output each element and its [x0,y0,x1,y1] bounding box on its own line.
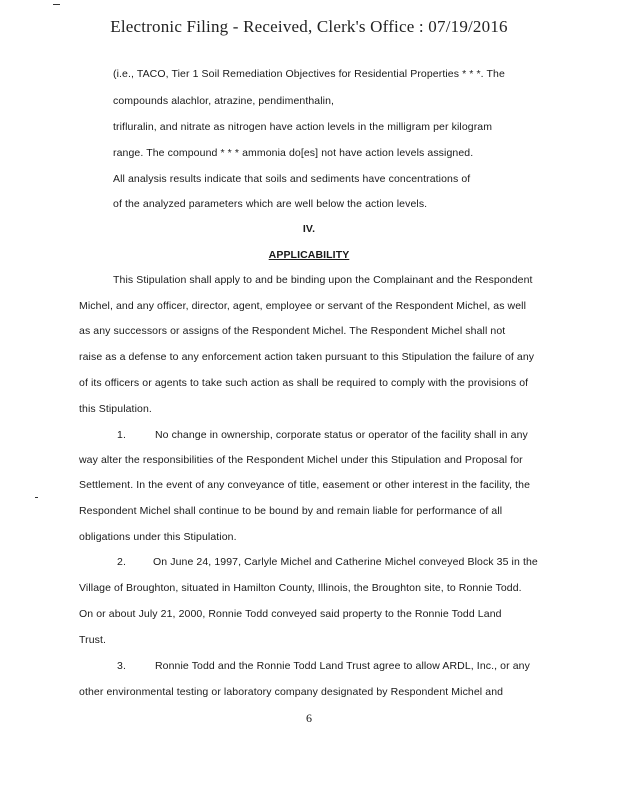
electronic-filing-stamp: Electronic Filing - Received, Clerk's Office : 07/19/2016 [110,17,508,36]
section-title-text: APPLICABILITY [268,249,350,261]
scan-speck [53,4,60,5]
text-line: of its officers or agents to take such action as shall be required to comply with the provisions of [79,377,529,389]
section-title [0,249,618,262]
text-line: Village of Broughton, situated in Hamilton County, Illinois, the Broughton site, to Ronnie Todd. [79,582,522,594]
text-line: Respondent Michel shall continue to be bound by and remain liable for performance of all [79,505,503,517]
page-number: 6 [306,711,312,725]
text-line: Settlement. In the event of any conveyance of title, easement or other interest in the facility, the [79,479,531,491]
text-line: as any successors or assigns of the Respondent Michel. The Respondent Michel shall not [79,325,506,337]
text-line: this Stipulation. [79,403,152,415]
text-line: On June 24, 1997, Carlyle Michel and Catherine Michel conveyed Block 35 in the [153,556,538,568]
text-line: This Stipulation shall apply to and be binding upon the Complainant and the Respondent [113,274,533,286]
text-line: of the analyzed parameters which are well below the action levels. [113,198,428,210]
item-number: 2. [117,556,126,568]
text-line: Ronnie Todd and the Ronnie Todd Land Trust agree to allow ARDL, Inc., or any [155,660,530,672]
item-number: 3. [117,660,126,672]
text-line: No change in ownership, corporate status or operator of the facility shall in any [155,429,528,441]
section-number: IV. [302,223,316,235]
text-line: On or about July 21, 2000, Ronnie Todd conveyed said property to the Ronnie Todd Land [79,608,502,620]
text-line: All analysis results indicate that soils and sediments have concentrations of [113,173,471,185]
text-line: obligations under this Stipulation. [79,531,237,543]
text-line: (i.e., TACO, Tier 1 Soil Remediation Objectives for Residential Properties * * *. The [113,68,505,80]
text-line: Trust. [79,634,107,646]
item-number: 1. [117,429,126,441]
text-line: Michel, and any officer, director, agent, employee or servant of the Respondent Michel, as well [79,300,527,312]
text-line: raise as a defense to any enforcement action taken pursuant to this Stipulation the failure of any [79,351,535,363]
scan-speck [35,497,38,498]
text-line: trifluralin, and nitrate as nitrogen have action levels in the milligram per kilogram [113,121,493,133]
text-line: compounds alachlor, atrazine, pendimenthalin, [113,95,335,107]
text-line: other environmental testing or laboratory company designated by Respondent Michel and [79,686,504,698]
text-line: range. The compound * * * ammonia do[es] not have action levels assigned. [113,147,474,159]
text-line: way alter the responsibilities of the Respondent Michel under this Stipulation and Proposal for [79,454,523,466]
